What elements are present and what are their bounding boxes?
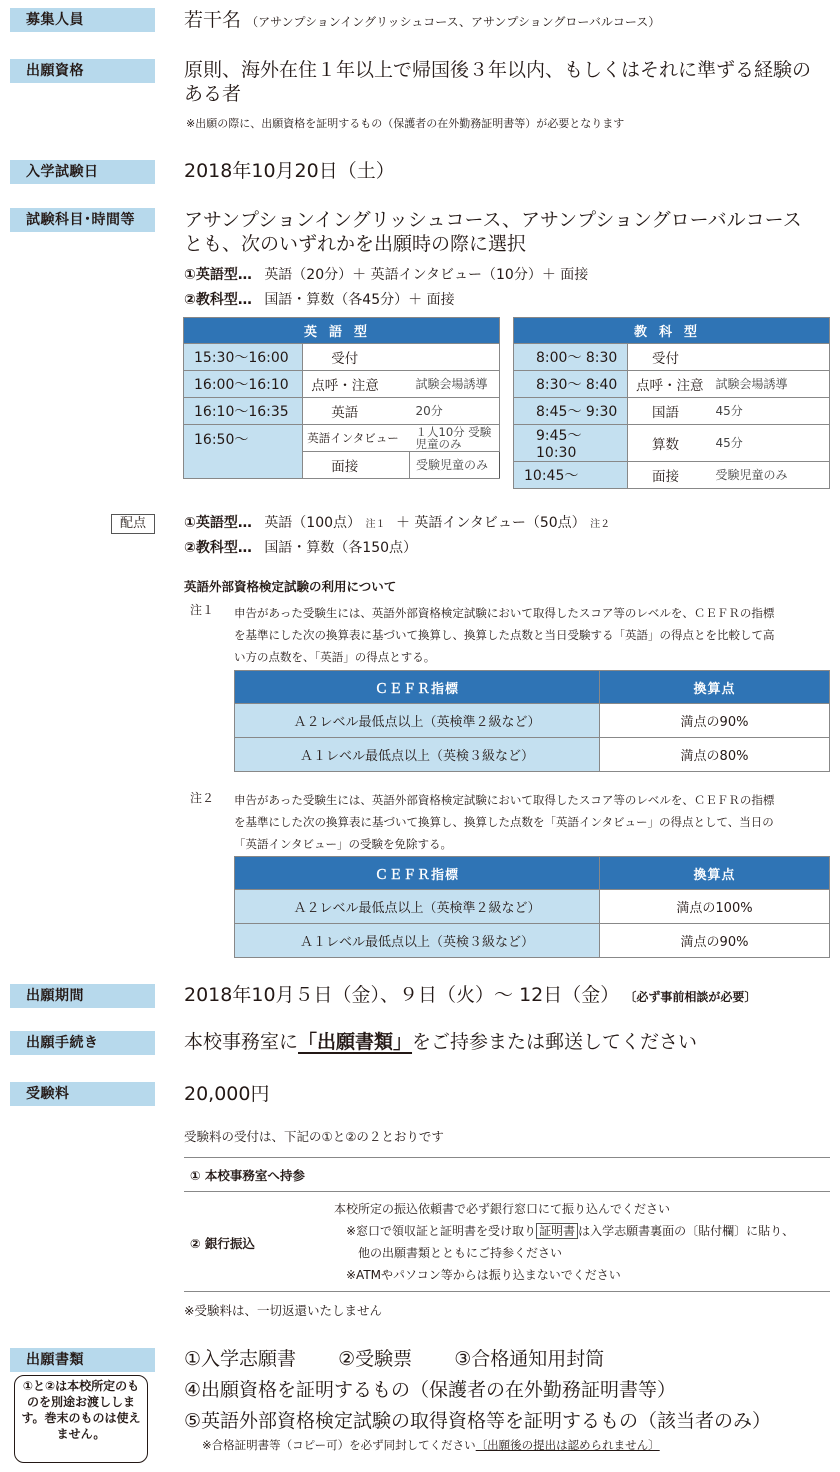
time-cell: 8:45〜 9:30 — [514, 398, 628, 425]
period-row — [184, 983, 756, 1007]
table-row — [184, 425, 500, 452]
label-recruit: 募集人員 — [10, 8, 155, 32]
table-row — [235, 738, 830, 772]
label-qualification: 出願資格 — [10, 59, 155, 83]
table-row — [235, 890, 830, 924]
subject-cell: 英語 — [303, 398, 410, 425]
note-cell: 45分 — [710, 398, 830, 425]
bank-line4: ※ATMやパソコン等からは振り込まないでください — [346, 1268, 621, 1282]
table-row — [184, 371, 500, 398]
schedule-subject-title: 教科型 — [514, 318, 830, 344]
fee-value: 20,000円 — [184, 1083, 270, 1105]
doc-note-b: 〔出願後の提出は認められません〕 — [475, 1438, 660, 1452]
doc-item3: ③合格通知用封筒 — [454, 1348, 605, 1370]
fee-nonrefund: ※受験料は、一切返還いたしません — [184, 1303, 382, 1318]
documents-note — [202, 1437, 660, 1453]
note-cell: 試験会場誘導 — [710, 371, 830, 398]
time-cell: 9:45〜10:30 — [514, 425, 628, 462]
type2-body: 国語・算数（各45分）＋ 面接 — [264, 292, 455, 308]
subject-cell: 受付 — [303, 344, 410, 371]
table-row — [514, 398, 830, 425]
recruit-note: （アサンプションイングリッシュコース、アサンプショングローバルコース） — [246, 15, 661, 29]
divider — [184, 1291, 830, 1292]
score-cell: 満点の100% — [600, 890, 830, 924]
cefr-cell: Ａ１レベル最低点以上（英検３級など） — [235, 738, 600, 772]
label-period: 出願期間 — [10, 984, 155, 1008]
time-cell: 8:30〜 8:40 — [514, 371, 628, 398]
time-cell: 16:00〜16:10 — [184, 371, 303, 398]
scoring-line1 — [184, 513, 610, 535]
cefr-header: ＣＥＦＲ指標 — [235, 671, 600, 704]
schedule-english-title: 英語型 — [184, 318, 500, 344]
scoring-line2 — [184, 538, 417, 558]
table-row — [514, 462, 830, 489]
table-row — [184, 398, 500, 425]
scoring-interview: ＋ 英語インタビュー（50点） — [395, 515, 586, 531]
schedule-subject-table — [513, 317, 830, 489]
note1-text — [234, 602, 775, 668]
note-cell: 45分 — [710, 425, 830, 462]
type1-body: 英語（20分）＋ 英語インタビュー（10分）＋ 面接 — [264, 267, 589, 283]
score-cell: 満点の90% — [600, 704, 830, 738]
note-cell: 受験児童のみ — [410, 452, 500, 479]
time-cell: 15:30〜16:00 — [184, 344, 303, 371]
doc-item1: ①入学志願書 — [184, 1348, 297, 1370]
note2-line: を基準にした次の換算表に基づいて換算し、換算した点数を「英語インタビュー」の得点として、当日の — [234, 815, 774, 829]
cefr-cell: Ａ２レベル最低点以上（英検準２級など） — [235, 890, 600, 924]
note2-line: 申告があった受験生には、英語外部資格検定試験において取得したスコア等のレベルを、ＣＥＦＲの指標 — [234, 793, 775, 807]
qualification-line2: ある者 — [184, 83, 242, 105]
bank-details — [334, 1198, 794, 1286]
divider — [184, 1157, 830, 1158]
note-cell — [710, 344, 830, 371]
table-row — [514, 425, 830, 462]
table-row — [235, 924, 830, 958]
note-cell: 試験会場誘導 — [410, 371, 500, 398]
bank-line2-b: は入学志願書裏面の〔貼付欄〕に貼り、 — [578, 1224, 795, 1238]
qualification-note: ※出願の際に、出願資格を証明するもの（保護者の在外勤務証明書等）が必要となります — [186, 117, 625, 130]
scoring-note2-mark: 注２ — [590, 519, 611, 530]
type1-head: ①英語型… — [184, 267, 252, 283]
note1-mark: 注１ — [190, 603, 215, 617]
recruit-value-row — [184, 8, 660, 32]
note-cell: 受験児童のみ — [710, 462, 830, 489]
label-documents: 出願書類 — [10, 1348, 155, 1372]
table-row — [514, 371, 830, 398]
note-cell — [410, 344, 500, 371]
schedule-english-table — [183, 317, 500, 479]
scoring-english: 英語（100点） — [264, 515, 362, 531]
procedure-post: をご持参または郵送してください — [412, 1031, 698, 1053]
subject-cell: 面接 — [303, 452, 410, 479]
procedure-pre: 本校事務室に — [184, 1031, 299, 1053]
note-cell: 20分 — [410, 398, 500, 425]
scoring-subjects: 国語・算数（各150点） — [264, 540, 418, 556]
subjects-line2: とも、次のいずれかを出願時の際に選択 — [184, 233, 527, 255]
note2-text — [234, 789, 774, 855]
period-value: 2018年10月５日（金）、９日（火）〜 12日（金） — [184, 984, 620, 1006]
note1-line: を基準にした次の換算表に基づいて換算し、換算した点数と当日受験する「英語」の得点とを比較して高 — [234, 628, 775, 642]
bank-line2 — [346, 1220, 794, 1242]
time-cell: 16:50〜 — [184, 425, 303, 479]
label-fee: 受験料 — [10, 1082, 155, 1106]
table-row — [235, 704, 830, 738]
doc-note-a: ※合格証明書等（コピー可）を必ず同封してください — [202, 1438, 476, 1452]
bank-line1: 本校所定の振込依頼書で必ず銀行窓口にて振り込んでください — [334, 1202, 671, 1216]
subject-cell: 点呼・注意 — [628, 371, 710, 398]
score-cell: 満点の80% — [600, 738, 830, 772]
note2-mark: 注２ — [190, 791, 215, 805]
scoring-note1-mark: 注１ — [365, 519, 386, 530]
bank-line2-a: ※窓口で領収証と証明書を受け取り — [346, 1224, 537, 1238]
subjects-type1 — [184, 265, 588, 285]
note1-line: い方の点数を、「英語」の得点とする。 — [234, 650, 436, 664]
certificate-box: 証明書 — [536, 1223, 578, 1239]
time-cell: 16:10〜16:35 — [184, 398, 303, 425]
time-cell: 10:45〜 — [514, 462, 628, 489]
note2-line: 「英語インタビュー」の受験を免除する。 — [234, 837, 453, 851]
procedure-emph: 「出願書類」 — [298, 1031, 413, 1053]
subject-cell: 受付 — [628, 344, 710, 371]
doc-item2: ②受験票 — [338, 1348, 413, 1370]
note-cell: １人10分 受験児童のみ — [410, 425, 500, 452]
external-title: 英語外部資格検定試験の利用について — [184, 579, 397, 594]
note1-line: 申告があった受験生には、英語外部資格検定試験において取得したスコア等のレベルを、ＣＥＦＲの指標 — [234, 606, 775, 620]
fee-intro: 受験料の受付は、下記の①と②の２とおりです — [184, 1129, 444, 1144]
score-cell: 満点の90% — [600, 924, 830, 958]
cefr-table-1 — [234, 670, 830, 772]
time-cell: 8:00〜 8:30 — [514, 344, 628, 371]
score-header: 換算点 — [600, 671, 830, 704]
subject-cell: 国語 — [628, 398, 710, 425]
doc-item5: ⑤英語外部資格検定試験の取得資格等を証明するもの（該当者のみ） — [184, 1410, 772, 1432]
documents-row1 — [184, 1347, 604, 1371]
recruit-value: 若干名 — [184, 9, 242, 31]
procedure-row — [184, 1030, 697, 1054]
documents-side-note: ①と②は本校所定のものを別途お渡しします。巻末のものは使えません。 — [14, 1375, 148, 1463]
subject-cell: 算数 — [628, 425, 710, 462]
subject-cell: 点呼・注意 — [303, 371, 410, 398]
label-scoring: 配点 — [111, 514, 155, 534]
scoring-head2: ②教科型… — [184, 540, 252, 556]
subject-cell: 面接 — [628, 462, 710, 489]
exam-date-value: 2018年10月20日（土） — [184, 160, 395, 182]
subject-cell: 英語インタビュー — [303, 425, 410, 452]
cefr-cell: Ａ１レベル最低点以上（英検３級など） — [235, 924, 600, 958]
doc-item4: ④出願資格を証明するもの（保護者の在外勤務証明書等） — [184, 1379, 677, 1401]
label-exam-date: 入学試験日 — [10, 160, 155, 184]
divider — [184, 1191, 830, 1192]
table-row — [514, 344, 830, 371]
scoring-head1: ①英語型… — [184, 515, 252, 531]
label-subjects: 試験科目･時間等 — [10, 208, 155, 232]
subjects-type2 — [184, 290, 455, 310]
subjects-line1: アサンプションイングリッシュコース、アサンプショングローバルコース — [184, 209, 802, 231]
fee-option2: ② 銀行振込 — [190, 1236, 255, 1251]
cefr-header: ＣＥＦＲ指標 — [235, 857, 600, 890]
type2-head: ②教科型… — [184, 292, 252, 308]
cefr-cell: Ａ２レベル最低点以上（英検準２級など） — [235, 704, 600, 738]
label-procedure: 出願手続き — [10, 1031, 155, 1055]
cefr-table-2 — [234, 856, 830, 958]
table-row — [184, 344, 500, 371]
qualification-line1: 原則、海外在住１年以上で帰国後３年以内、もしくはそれに準ずる経験の — [184, 59, 812, 81]
fee-option1: ① 本校事務室へ持参 — [190, 1168, 305, 1183]
period-note: 〔必ず事前相談が必要〕 — [624, 990, 757, 1004]
score-header: 換算点 — [600, 857, 830, 890]
bank-line3: 他の出願書類とともにご持参ください — [358, 1246, 563, 1260]
